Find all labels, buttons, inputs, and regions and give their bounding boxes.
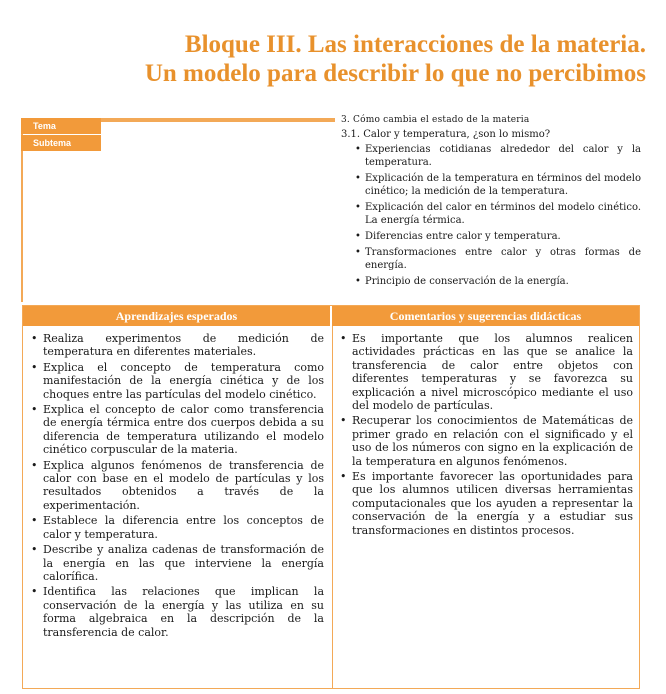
learning-panel [22, 305, 640, 689]
label-tema: Tema [21, 118, 101, 134]
list-item: • Es importante favorecer las oportunidades para que los alumnos utilicen diversas herramientas computacionales que los ayuden a representar la conservación de la energía y a estudiar sus transformaciones en distintos procesos. [338, 470, 633, 537]
list-item: • Principio de conservación de la energía. [355, 275, 641, 288]
comments-column [338, 332, 633, 539]
comments-list [338, 332, 633, 537]
list-item: • Recuperar los conocimientos de Matemáticas de primer grado en relación con el significado y el uso de los números con signo en la explicación de la temperatura en algunos fenómenos. [338, 414, 633, 468]
list-item: • Explica algunos fenómenos de transferencia de calor con base en el modelo de partículas y los resultados obtenidos a través de la experimentación. [29, 459, 324, 513]
label-subtema: Subtema [21, 135, 101, 151]
list-item: • Identifica las relaciones que implican la conservación de la energía y las utiliza en su forma algebraica en la descripción de la transferencia de calor. [29, 585, 324, 639]
title-line-1: Bloque III. Las interacciones de la materia. [184, 31, 646, 58]
list-item: • Experiencias cotidianas alrededor del calor y la temperatura. [355, 143, 641, 169]
list-item: • Explica el concepto de calor como transferencia de energía térmica entre dos cuerpos debida a su diferencia de temperatura utilizando el modelo cinético corpuscular de la materia. [29, 403, 324, 457]
page-title [46, 30, 646, 88]
list-item: • Explicación de la temperatura en términos del modelo cinético; la medición de la temperatura. [355, 172, 641, 198]
list-item: • Realiza experimentos de medición de temperatura en diferentes materiales. [29, 332, 324, 359]
topic-block [341, 114, 641, 291]
list-item: • Transformaciones entre calor y otras formas de energía. [355, 246, 641, 272]
subtopic-list [355, 143, 641, 288]
topic-heading: 3. Cómo cambia el estado de la materia [341, 115, 530, 125]
list-item: • Describe y analiza cadenas de transformación de la energía en las que interviene la energía calorífica. [29, 543, 324, 583]
expected-learning-list [29, 332, 324, 639]
subtopic-heading: 3.1. Calor y temperatura, ¿son lo mismo? [341, 129, 551, 140]
list-item: • Explicación del calor en términos del modelo cinético. La energía térmica. [355, 201, 641, 227]
expected-learning-header: Aprendizajes esperados [23, 306, 330, 326]
list-item: • Establece la diferencia entre los conceptos de calor y temperatura. [29, 514, 324, 541]
list-item: • Es importante que los alumnos realicen actividades prácticas en las que se analice la transferencia de calor entre objetos con diferentes temperaturas y se favorezca su explicación a nivel microscópico mediante el uso del modelo de partículas. [338, 332, 633, 412]
comments-header: Comentarios y sugerencias didácticas [330, 306, 639, 326]
topic-labels [21, 118, 101, 152]
expected-learning-column [29, 332, 324, 641]
panel-header [23, 306, 639, 326]
title-line-2: Un modelo para describir lo que no percibimos [144, 60, 646, 87]
column-divider [332, 326, 333, 688]
list-item: • Diferencias entre calor y temperatura. [355, 230, 641, 243]
list-item: • Explica el concepto de temperatura como manifestación de la energía cinética y de los choques entre las partículas del modelo cinético. [29, 361, 324, 401]
